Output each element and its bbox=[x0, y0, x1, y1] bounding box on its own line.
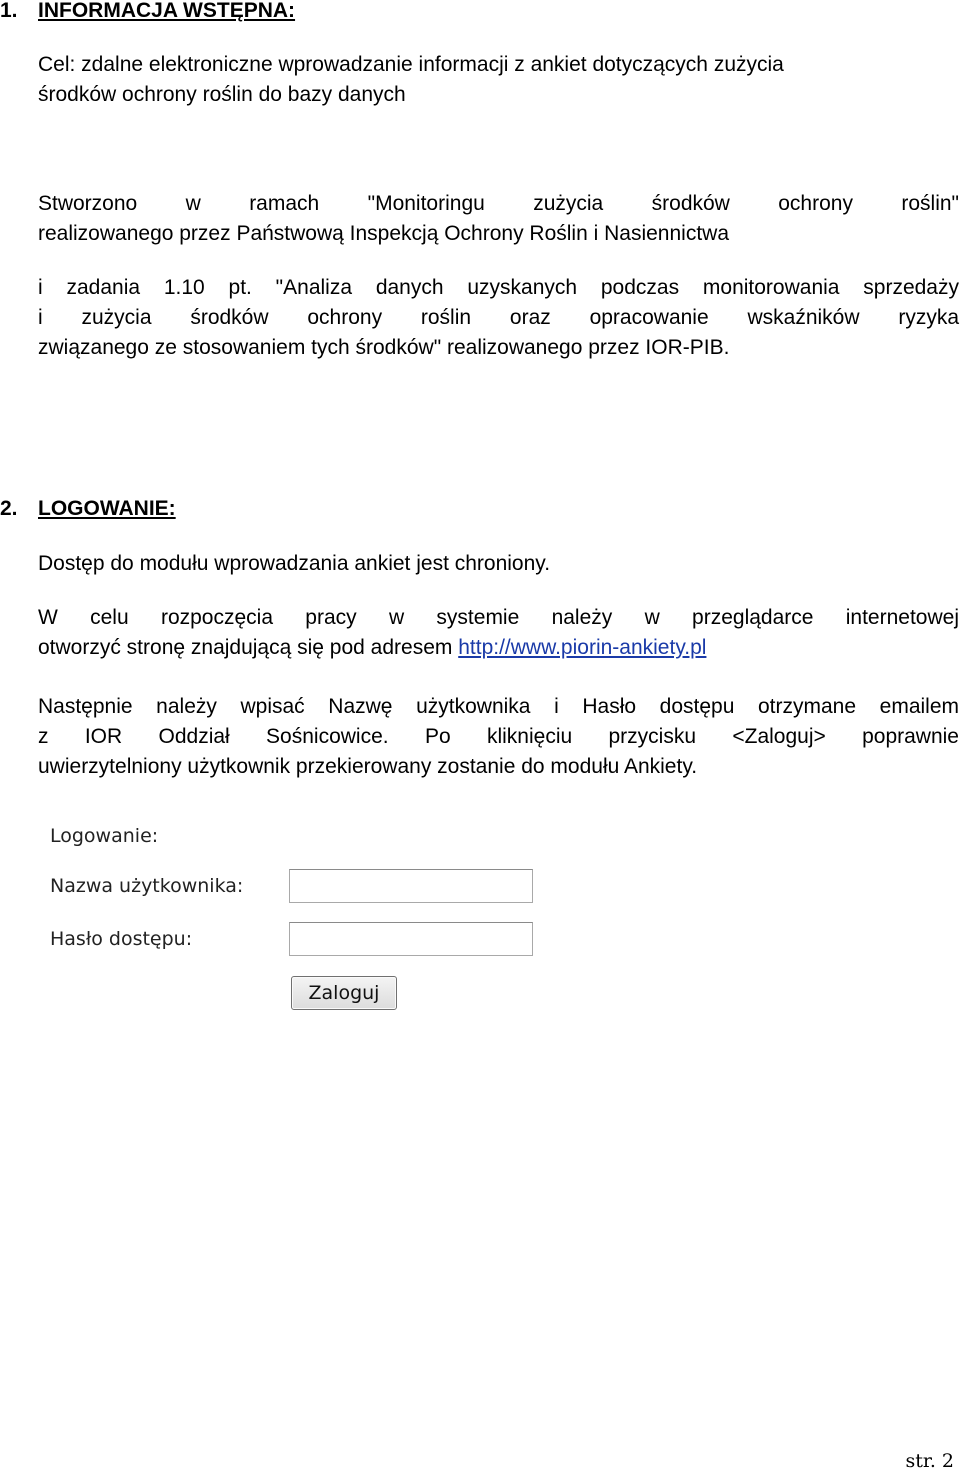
next-paragraph bbox=[38, 692, 959, 782]
goal-paragraph bbox=[38, 50, 959, 110]
task-paragraph bbox=[38, 273, 959, 363]
created-line-2: realizowanego przez Państwową Inspekcją Ochrony Roślin i Nasiennictwa bbox=[38, 222, 730, 245]
task-line-3: związanego ze stosowaniem tych środków" realizowanego przez IOR-PIB. bbox=[38, 336, 730, 359]
login-form bbox=[40, 815, 560, 1025]
section-1-number: 1. bbox=[0, 0, 18, 22]
section-1-heading bbox=[0, 0, 295, 24]
password-input[interactable] bbox=[289, 922, 533, 956]
section-2-title: LOGOWANIE: bbox=[38, 497, 176, 520]
next-line-1: Następnie należy wpisać Nazwę użytkownika i Hasło dostępu otrzymane emailem bbox=[38, 695, 959, 718]
login-title: Logowanie: bbox=[50, 825, 159, 847]
start-paragraph bbox=[38, 603, 959, 663]
section-2-number: 2. bbox=[0, 497, 18, 520]
start-line-2-text: otworzyć stronę znajdującą się pod adresem bbox=[38, 636, 459, 659]
section-2-heading bbox=[0, 496, 176, 522]
access-paragraph bbox=[38, 549, 959, 579]
task-line-1: i zadania 1.10 pt. "Analiza danych uzyskanych podczas monitorowania sprzedaży bbox=[38, 276, 959, 299]
access-text: Dostęp do modułu wprowadzania ankiet jest chroniony. bbox=[38, 552, 551, 575]
username-label: Nazwa użytkownika: bbox=[50, 875, 244, 897]
created-line-1: Stworzono w ramach "Monitoringu zużycia środków ochrony roślin" bbox=[38, 192, 959, 215]
goal-line-2: środków ochrony roślin do bazy danych bbox=[38, 83, 406, 106]
task-line-2: i zużycia środków ochrony roślin oraz opracowanie wskaźników ryzyka bbox=[38, 306, 959, 329]
created-paragraph bbox=[38, 189, 959, 249]
page-number: str. 2 bbox=[905, 1450, 954, 1472]
start-line-2 bbox=[38, 633, 959, 663]
section-1-title: INFORMACJA WSTĘPNA: bbox=[38, 0, 296, 22]
next-line-2: z IOR Oddział Sośnicowice. Po kliknięciu przycisku <Zaloguj> poprawnie bbox=[38, 725, 959, 748]
next-line-3: uwierzytelniony użytkownik przekierowany zostanie do modułu Ankiety. bbox=[38, 755, 698, 778]
login-button[interactable]: Zaloguj bbox=[291, 976, 397, 1010]
goal-line-1: Cel: zdalne elektroniczne wprowadzanie informacji z ankiet dotyczących zużycia bbox=[38, 53, 784, 76]
password-label: Hasło dostępu: bbox=[50, 928, 193, 950]
username-input[interactable] bbox=[289, 869, 533, 903]
portal-url-link[interactable]: http://www.piorin-ankiety.pl bbox=[458, 636, 707, 659]
start-line-1: W celu rozpoczęcia pracy w systemie należy w przeglądarce internetowej bbox=[38, 606, 959, 629]
